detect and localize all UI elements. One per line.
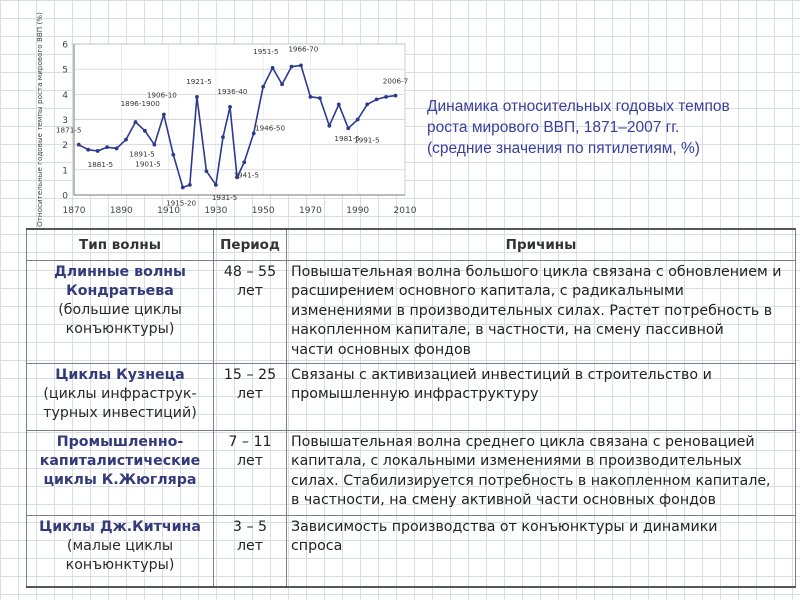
cause-text: промышленную инфраструктуру — [291, 386, 539, 403]
period-unit: лет — [236, 538, 264, 554]
data-point — [384, 95, 388, 99]
data-point — [195, 95, 199, 99]
cause-text: спроса — [291, 538, 343, 555]
x-tick-label: 1890 — [109, 206, 133, 216]
y-axis-label-text: Относительные годовые темпы роста мирового ВВП (%) — [35, 12, 44, 227]
data-point — [299, 63, 303, 67]
table-row — [27, 516, 796, 588]
period-value: 7 – 11 — [228, 434, 272, 450]
cause-text: Повышательная волна среднего цикла связана с реновацией — [291, 434, 755, 450]
wave-type-cell — [27, 261, 214, 364]
data-point — [105, 145, 109, 149]
period-annotation: 1941-5 — [233, 170, 259, 180]
cause-text: силах. Стабилизируется потребность в накопленном капитале, — [291, 472, 771, 489]
wave-subtitle: конъюнктуры) — [65, 557, 175, 573]
period-value: 3 – 5 — [232, 519, 268, 535]
period-annotation: 1896-1900 — [120, 99, 160, 109]
causes-cell — [287, 516, 796, 588]
wave-type-cell — [27, 364, 214, 431]
data-point — [143, 129, 147, 133]
y-tick-label: 2 — [62, 141, 68, 152]
data-point — [290, 65, 294, 69]
period-value: 15 – 25 — [223, 367, 277, 383]
wave-name: Циклы Кузнеца — [55, 367, 185, 383]
y-tick-label: 1 — [62, 166, 68, 177]
data-point — [394, 94, 398, 98]
period-annotation: 1966-70 — [288, 44, 319, 54]
cause-text: части основных фондов — [291, 341, 471, 358]
cause-text: расширением основного капитала, с радикальными — [291, 283, 684, 300]
wave-name: Длинные волны — [54, 264, 186, 280]
x-tick-label: 1910 — [157, 206, 181, 216]
data-point — [356, 118, 360, 122]
period-annotation: 1946-50 — [255, 123, 286, 133]
wave-subtitle: турных инвестиций) — [43, 405, 197, 421]
data-point — [188, 183, 192, 187]
period-annotation: 1931-5 — [211, 192, 238, 202]
x-tick-label: 1970 — [298, 206, 322, 216]
table-row — [27, 261, 796, 364]
data-point — [337, 103, 341, 107]
data-point — [171, 153, 175, 157]
period-cell — [214, 516, 287, 588]
data-point — [327, 124, 331, 128]
data-point — [214, 183, 218, 187]
period-value: 48 – 55 — [223, 264, 277, 280]
table-row — [27, 364, 796, 431]
data-point — [152, 143, 156, 147]
period-cell — [214, 431, 287, 516]
wave-subtitle: (большие циклы — [58, 302, 182, 318]
data-point — [318, 96, 322, 100]
data-point — [115, 147, 119, 151]
causes-cell — [287, 431, 796, 516]
data-point — [375, 97, 379, 101]
data-point — [162, 113, 166, 117]
data-point — [271, 66, 275, 70]
data-point — [181, 186, 185, 190]
data-point — [309, 95, 313, 99]
period-unit: лет — [236, 386, 264, 402]
period-annotation: 1871-5 — [55, 125, 82, 135]
causes-cell — [287, 364, 796, 431]
header-wave-type: Тип волны — [27, 229, 214, 261]
period-annotation: 1981-5 — [334, 133, 360, 143]
y-axis-label — [35, 12, 44, 227]
x-tick-label: 1930 — [204, 206, 228, 216]
header-causes: Причины — [287, 229, 796, 261]
caption-line: (средние значения по пятилетиям, %) — [427, 140, 700, 157]
x-tick-label: 1950 — [251, 206, 275, 216]
data-point — [96, 149, 100, 153]
period-cell — [214, 261, 287, 364]
caption-line: Динамика относительных годовых темпов — [427, 98, 730, 115]
economic-cycles-table — [26, 228, 796, 588]
period-annotation: 2006-7 — [382, 76, 409, 86]
data-point — [242, 160, 246, 164]
cause-text: Зависимость производства от конъюнктуры и динамики — [291, 519, 718, 535]
y-tick-label: 6 — [62, 40, 68, 51]
period-unit: лет — [236, 453, 264, 469]
data-point — [221, 135, 225, 139]
header-period: Период — [214, 229, 287, 261]
wave-type-cell — [27, 431, 214, 516]
data-point — [346, 126, 350, 130]
period-annotation: 1951-5 — [253, 46, 279, 56]
data-point — [124, 138, 128, 142]
cause-text: Повышательная волна большого цикла связана с обновлением и — [291, 264, 782, 280]
data-point — [228, 105, 232, 109]
cause-text: Связаны с активизацией инвестиций в строительство и — [291, 367, 712, 383]
wave-subtitle: (малые циклы — [66, 538, 174, 554]
y-tick-label: 4 — [62, 90, 68, 101]
data-point — [134, 120, 138, 124]
cause-text: в частности, на смену активной части основных фондов — [291, 492, 716, 509]
wave-type-cell — [27, 516, 214, 588]
period-annotation: 1921-5 — [186, 76, 212, 86]
period-annotation: 1891-5 — [129, 149, 155, 159]
period-cell — [214, 364, 287, 431]
y-tick-label: 5 — [62, 65, 68, 76]
data-point — [77, 143, 81, 147]
data-point — [261, 85, 265, 89]
cause-text: изменениями в производительных силах. Растет потребность в — [291, 302, 773, 319]
y-tick-label: 3 — [62, 116, 68, 126]
cause-text: накопленном капитале, в частности, на смену пассивной — [291, 322, 724, 339]
period-unit: лет — [236, 283, 264, 299]
x-tick-label: 1870 — [62, 206, 86, 216]
period-annotation: 1906-10 — [146, 90, 177, 100]
data-point — [205, 169, 209, 173]
table-row — [27, 431, 796, 516]
x-tick-label: 2010 — [393, 206, 417, 216]
data-point — [365, 103, 369, 107]
y-tick-labels — [62, 41, 68, 202]
wave-name: Циклы Дж.Китчина — [39, 519, 201, 535]
x-tick-label: 1990 — [346, 206, 370, 216]
data-point — [280, 82, 284, 86]
gdp-growth-chart — [30, 12, 425, 227]
chart-caption — [427, 96, 792, 159]
wave-name: капиталистические — [39, 453, 201, 469]
y-tick-label: 0 — [62, 191, 68, 202]
wave-subtitle: (циклы инфраструк- — [43, 386, 197, 402]
table-header-row — [27, 229, 796, 261]
data-point — [86, 148, 90, 152]
cause-text: капитала, с локальными изменениями в производительных — [291, 453, 742, 470]
caption-line: роста мирового ВВП, 1871–2007 гг. — [427, 119, 680, 136]
wave-subtitle: конъюнктуры) — [65, 321, 175, 337]
x-tick-labels — [63, 206, 417, 216]
period-annotation: 1936-40 — [217, 86, 248, 96]
wave-name: циклы К.Жюгляра — [43, 472, 197, 488]
wave-name: Промышленно- — [56, 434, 184, 450]
wave-name: Кондратьева — [66, 283, 174, 299]
causes-cell — [287, 261, 796, 364]
period-annotation: 1991-5 — [354, 135, 380, 145]
period-annotation: 1915-20 — [166, 198, 197, 208]
period-annotation: 1881-5 — [87, 159, 114, 169]
period-annotation: 1901-5 — [135, 159, 161, 169]
